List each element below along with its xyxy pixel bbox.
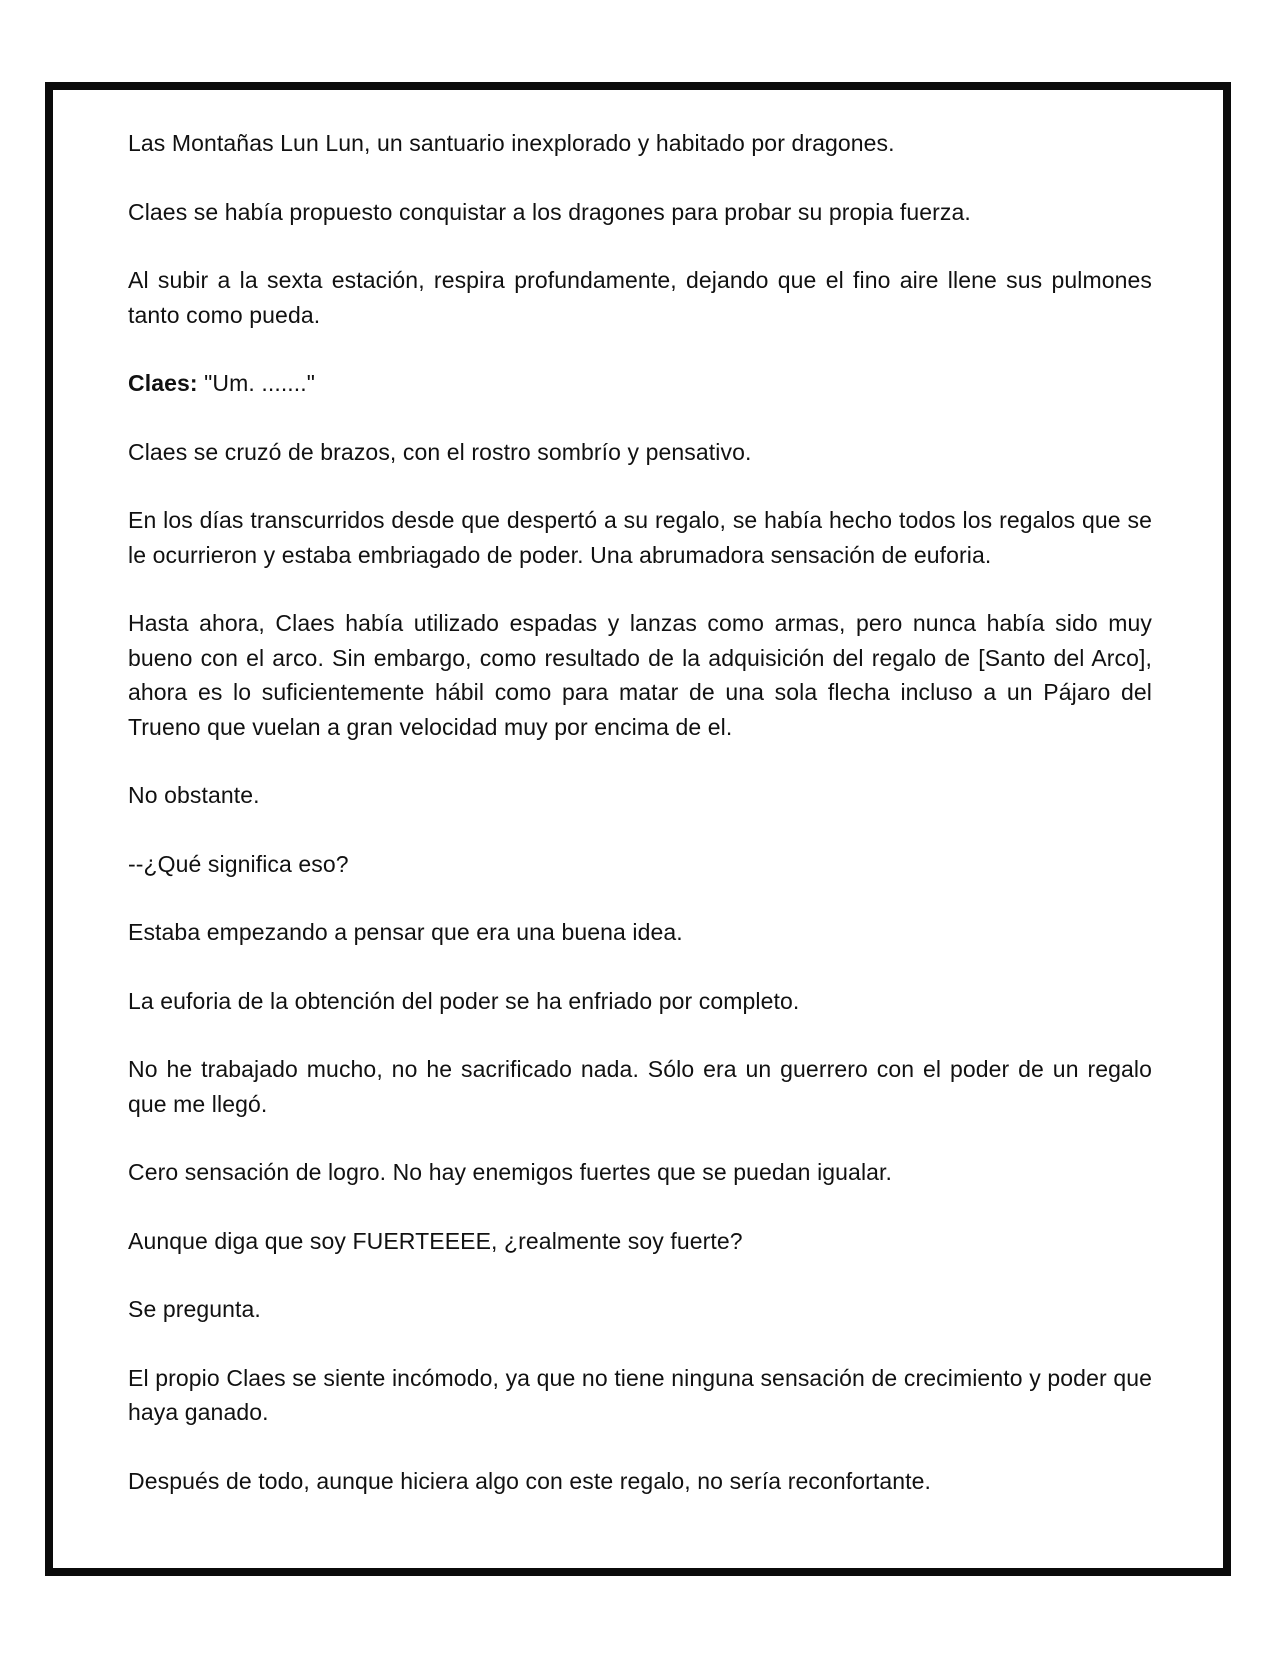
dialogue-text: "Um. ......." bbox=[197, 370, 316, 396]
paragraph: La euforia de la obtención del poder se ha enfriado por completo. bbox=[128, 987, 800, 1014]
paragraph: Estaba empezando a pensar que era una buena idea. bbox=[128, 919, 683, 945]
document-body bbox=[128, 126, 1152, 1532]
paragraph: No obstante. bbox=[128, 782, 260, 808]
dialogue-line bbox=[128, 366, 1152, 401]
speaker-name: Claes: bbox=[128, 370, 198, 396]
paragraph: Aunque diga que soy FUERTEEEE, ¿realmente soy fuerte? bbox=[128, 1227, 743, 1254]
paragraph: En los días transcurridos desde que despertó a su regalo, se había hecho todos los regalos que se le ocurrieron y estaba embriagado de poder. Una abrumadora sensación de euforia. bbox=[128, 507, 1152, 568]
paragraph: Las Montañas Lun Lun, un santuario inexplorado y habitado por dragones. bbox=[128, 130, 895, 156]
paragraph: Después de todo, aunque hiciera algo con este regalo, no sería reconfortante. bbox=[128, 1467, 932, 1494]
paragraph: Claes se había propuesto conquistar a los dragones para probar su propia fuerza. bbox=[128, 198, 971, 225]
paragraph: El propio Claes se siente incómodo, ya que no tiene ninguna sensación de crecimiento y poder que haya ganado. bbox=[128, 1364, 1152, 1425]
paragraph: Hasta ahora, Claes había utilizado espadas y lanzas como armas, pero nunca había sido muy bueno con el arco. Sin embargo, como resultado de la adquisición del regalo de [Santo del Arco], ahora es lo suficientemente hábil como para matar de una sola flecha incluso a un Pájaro del Trueno que vuelan a gran velocidad muy por encima de el. bbox=[128, 610, 1152, 740]
paragraph: No he trabajado mucho, no he sacrificado nada. Sólo era un guerrero con el poder de un regalo que me llegó. bbox=[128, 1056, 1152, 1117]
paragraph: Cero sensación de logro. No hay enemigos fuertes que se puedan igualar. bbox=[128, 1159, 893, 1185]
paragraph: Al subir a la sexta estación, respira profundamente, dejando que el fino aire llene sus pulmones tanto como pueda. bbox=[128, 267, 1152, 328]
paragraph: Se pregunta. bbox=[128, 1296, 261, 1322]
paragraph: Claes se cruzó de brazos, con el rostro sombrío y pensativo. bbox=[128, 438, 752, 465]
paragraph: --¿Qué significa eso? bbox=[128, 850, 349, 877]
